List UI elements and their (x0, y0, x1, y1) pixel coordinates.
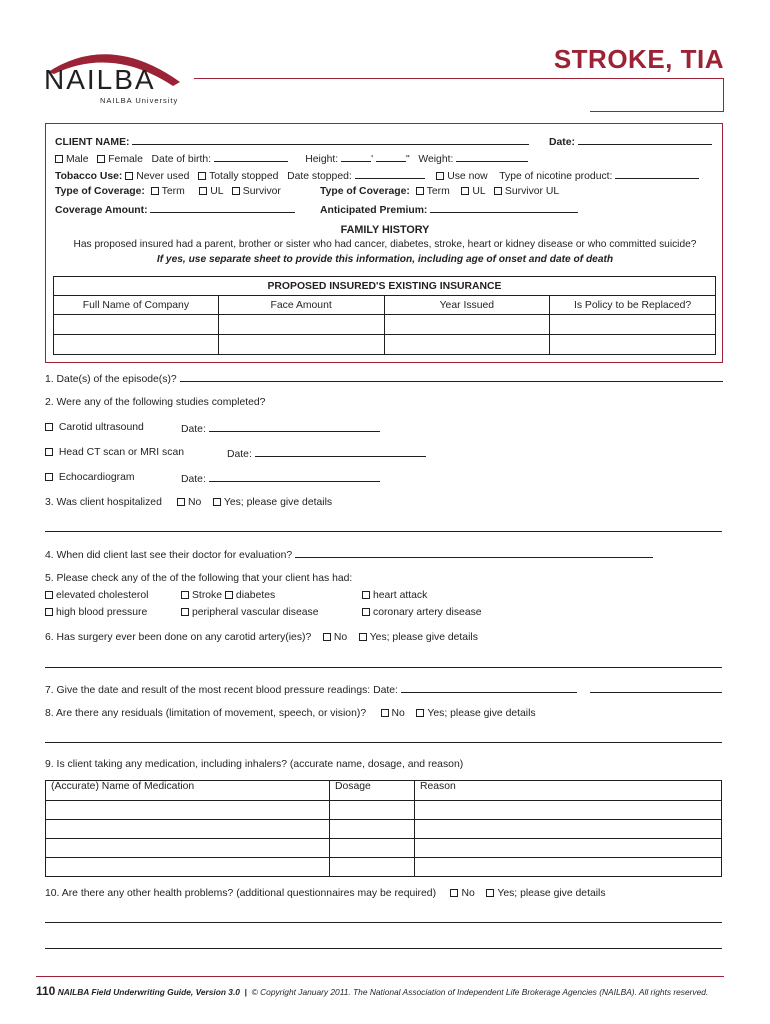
male-label: Male (66, 154, 89, 165)
weight-label: Weight: (418, 154, 454, 165)
height-feet-input[interactable] (341, 152, 371, 162)
question-8 (45, 708, 536, 719)
pvd-row (181, 607, 319, 618)
medication-cell[interactable] (415, 858, 722, 877)
carotid-date-input[interactable] (209, 422, 380, 432)
premium-input[interactable] (430, 203, 578, 213)
echo-checkbox[interactable] (45, 473, 53, 481)
family-history-heading: FAMILY HISTORY (340, 224, 430, 236)
carotid-date-row (181, 422, 380, 435)
q8-yes-checkbox[interactable] (416, 709, 424, 717)
carotid-checkbox[interactable] (45, 423, 53, 431)
coverage-amount-input[interactable] (150, 203, 295, 213)
male-checkbox[interactable] (55, 155, 63, 163)
medication-cell[interactable] (46, 858, 330, 877)
q6-yes-label: Yes; please give details (369, 632, 478, 643)
elevated-cholesterol-checkbox[interactable] (45, 591, 53, 599)
question-3-label: 3. Was client hospitalized (45, 497, 162, 508)
dob-input[interactable] (214, 152, 288, 162)
medication-cell[interactable] (330, 820, 415, 839)
family-history-instruction: If yes, use separate sheet to provide this information, including age of onset and date of death (156, 254, 614, 265)
q8-no-checkbox[interactable] (381, 709, 389, 717)
date-stopped-label: Date stopped: (287, 171, 352, 182)
carotid-row (45, 422, 144, 433)
q10-no-checkbox[interactable] (450, 889, 458, 897)
page-title: STROKE, TIA (553, 44, 724, 74)
female-checkbox[interactable] (97, 155, 105, 163)
footer-guide: NAILBA Field Underwriting Guide, Version 3.0 (57, 987, 240, 997)
insurance-cell[interactable] (218, 335, 384, 355)
stroke-label: Stroke (192, 590, 223, 601)
insurance-cell[interactable] (54, 335, 219, 355)
bp-result-row (590, 683, 722, 696)
insurance-col-company: Full Name of Company (54, 296, 219, 315)
question-4 (45, 548, 653, 561)
term-label: Term (161, 186, 185, 197)
totally-stopped-checkbox[interactable] (198, 172, 206, 180)
table-row (46, 820, 722, 839)
nailba-logo (40, 38, 190, 108)
high-bp-checkbox[interactable] (45, 608, 53, 616)
question-10-answer-line-1[interactable] (45, 922, 722, 923)
title-vertical-rule (723, 78, 724, 112)
q10-no-label: No (461, 888, 475, 899)
cad-checkbox[interactable] (362, 608, 370, 616)
pvd-label: peripheral vascular disease (192, 607, 319, 618)
footer-copyright: © Copyright January 2011. The National Association of Independent Life Brokerage Agencies (NAILBA). All rights reserved. (251, 987, 709, 997)
medication-col-name: (Accurate) Name of Medication (46, 781, 330, 801)
tobacco-row (55, 169, 699, 182)
never-used-label: Never used (136, 171, 190, 182)
cad-label: coronary artery disease (373, 607, 482, 618)
question-3 (45, 497, 162, 508)
height-inches-input[interactable] (376, 152, 406, 162)
coverage-type-label: Type of Coverage: (55, 186, 145, 197)
ul-label: UL (210, 186, 224, 197)
q3-no-label: No (188, 497, 202, 508)
head-ct-date-label: Date: (227, 449, 252, 460)
q3-no-checkbox[interactable] (177, 498, 185, 506)
ul-checkbox-2[interactable] (461, 187, 469, 195)
question-3-options (177, 497, 332, 508)
question-8-label: 8. Are there any residuals (limitation of movement, speech, or vision)? (45, 708, 367, 719)
logo-text: NAILBA (44, 64, 156, 95)
medication-cell[interactable] (415, 839, 722, 858)
echo-date-input[interactable] (209, 472, 380, 482)
question-1 (45, 372, 723, 385)
height-label: Height: (305, 154, 339, 165)
heart-attack-checkbox[interactable] (362, 591, 370, 599)
term-checkbox-2[interactable] (416, 187, 424, 195)
echo-date-row (181, 472, 380, 485)
survivor-checkbox[interactable] (232, 187, 240, 195)
nicotine-label: Type of nicotine product: (499, 171, 613, 182)
question-4-input[interactable] (295, 548, 653, 558)
medication-table (45, 780, 722, 877)
heart-attack-row (362, 590, 427, 601)
coverage-amount-row (55, 203, 295, 216)
table-row (54, 335, 716, 355)
medication-cell[interactable] (330, 839, 415, 858)
coverage-type-row-2 (320, 186, 559, 197)
client-name-input[interactable] (132, 135, 529, 145)
height-feet-mark: ' (371, 154, 374, 165)
q6-no-checkbox[interactable] (323, 633, 331, 641)
nicotine-input[interactable] (615, 169, 699, 179)
coverage-type-row (55, 186, 281, 197)
medication-col-dosage: Dosage (330, 781, 415, 801)
elevated-cholesterol-label: elevated cholesterol (56, 590, 149, 601)
question-1-input[interactable] (180, 372, 723, 382)
client-name-label: CLIENT NAME: (55, 137, 130, 148)
head-ct-row (45, 447, 184, 458)
insurance-col-face-amount: Face Amount (218, 296, 384, 315)
question-7-label: 7. Give the date and result of the most recent blood pressure readings: Date: (45, 685, 398, 696)
high-bp-label: high blood pressure (56, 607, 148, 618)
page-number: 110 (36, 984, 56, 998)
question-8-answer-line[interactable] (45, 742, 722, 743)
echo-row (45, 472, 135, 483)
diabetes-checkbox[interactable] (225, 591, 233, 599)
medication-col-reason: Reason (415, 781, 722, 801)
insurance-cell[interactable] (384, 315, 550, 335)
footer-rule (36, 976, 724, 977)
q8-yes-label: Yes; please give details (427, 708, 536, 719)
q10-yes-label: Yes; please give details (497, 888, 606, 899)
survivor-ul-checkbox[interactable] (494, 187, 502, 195)
question-9-label: 9. Is client taking any medication, including inhalers? (accurate name, dosage, and reason) (45, 759, 464, 770)
existing-insurance-table (53, 276, 716, 355)
carotid-label: Carotid ultrasound (58, 422, 144, 433)
table-row (46, 801, 722, 820)
demographics-row (55, 152, 528, 165)
table-row (46, 839, 722, 858)
title-rule-bottom (590, 111, 724, 112)
q6-yes-checkbox[interactable] (359, 633, 367, 641)
dob-label: Date of birth: (151, 154, 212, 165)
insurance-col-replaced: Is Policy to be Replaced? (550, 296, 716, 315)
head-ct-date-row (227, 447, 426, 460)
never-used-checkbox[interactable] (125, 172, 133, 180)
coverage-amount-label: Coverage Amount: (55, 205, 148, 216)
insurance-cell[interactable] (384, 335, 550, 355)
question-6-answer-line[interactable] (45, 667, 722, 668)
medication-cell[interactable] (46, 839, 330, 858)
height-inches-mark: " (405, 154, 410, 165)
question-5-label: 5. Please check any of the of the following that your client has had: (45, 573, 353, 584)
heart-attack-label: heart attack (373, 590, 428, 601)
stroke-diabetes-row (181, 590, 275, 601)
client-date-label: Date: (549, 137, 575, 148)
question-4-label: 4. When did client last see their doctor for evaluation? (45, 550, 293, 561)
totally-stopped-label: Totally stopped (209, 171, 279, 182)
tobacco-label: Tobacco Use: (55, 171, 123, 182)
pvd-checkbox[interactable] (181, 608, 189, 616)
weight-input[interactable] (456, 152, 528, 162)
premium-row (320, 203, 578, 216)
carotid-date-label: Date: (181, 424, 206, 435)
head-ct-label: Head CT scan or MRI scan (58, 447, 185, 458)
insurance-cell[interactable] (218, 315, 384, 335)
question-6-label: 6. Has surgery ever been done on any carotid artery(ies)? (45, 632, 312, 643)
high-bp-row (45, 607, 147, 618)
q3-yes-checkbox[interactable] (213, 498, 221, 506)
elevated-cholesterol-row (45, 590, 148, 601)
q10-yes-checkbox[interactable] (486, 889, 494, 897)
stroke-checkbox[interactable] (181, 591, 189, 599)
ul-label-2: UL (472, 186, 486, 197)
q3-yes-label: Yes; please give details (223, 497, 333, 508)
term-checkbox[interactable] (151, 187, 159, 195)
q8-no-label: No (391, 708, 405, 719)
bp-result-input[interactable] (590, 683, 722, 693)
footer (36, 984, 708, 998)
question-3-answer-line[interactable] (45, 531, 722, 532)
q6-no-label: No (333, 632, 348, 643)
head-ct-checkbox[interactable] (45, 448, 53, 456)
head-ct-date-input[interactable] (255, 447, 426, 457)
ul-checkbox[interactable] (199, 187, 207, 195)
question-6 (45, 632, 478, 643)
female-label: Female (108, 154, 143, 165)
use-now-checkbox[interactable] (436, 172, 444, 180)
coverage-type-label-2: Type of Coverage: (320, 186, 410, 197)
logo-subtitle: NAILBA University (100, 96, 179, 105)
client-name-row (55, 135, 529, 148)
medication-cell[interactable] (46, 801, 330, 820)
table-row (46, 858, 722, 877)
question-10-answer-line-2[interactable] (45, 948, 722, 949)
medication-cell[interactable] (46, 820, 330, 839)
insurance-cell[interactable] (550, 315, 716, 335)
insurance-table-heading: PROPOSED INSURED'S EXISTING INSURANCE (54, 277, 716, 296)
survivor-ul-label: Survivor UL (504, 186, 560, 197)
use-now-label: Use now (447, 171, 488, 182)
question-1-label: 1. Date(s) of the episode(s)? (45, 374, 177, 385)
medication-cell[interactable] (330, 858, 415, 877)
cad-row (362, 607, 482, 618)
echo-date-label: Date: (181, 474, 206, 485)
echo-label: Echocardiogram (58, 472, 135, 483)
table-row (54, 315, 716, 335)
premium-label: Anticipated Premium: (320, 205, 428, 216)
question-2-label: 2. Were any of the following studies completed? (45, 397, 266, 408)
title-rule (194, 78, 724, 79)
footer-separator: | (244, 987, 247, 997)
client-date-row (549, 135, 712, 148)
survivor-label: Survivor (242, 186, 281, 197)
date-stopped-input[interactable] (355, 169, 425, 179)
medication-cell[interactable] (415, 820, 722, 839)
question-10-label: 10. Are there any other health problems? (additional questionnaires may be required) (45, 888, 437, 899)
question-10 (45, 888, 606, 899)
diabetes-label: diabetes (235, 590, 276, 601)
question-7 (45, 683, 577, 696)
insurance-cell[interactable] (550, 335, 716, 355)
insurance-col-year-issued: Year Issued (384, 296, 550, 315)
insurance-cell[interactable] (54, 315, 219, 335)
bp-date-input[interactable] (401, 683, 577, 693)
medication-cell[interactable] (330, 801, 415, 820)
client-date-input[interactable] (578, 135, 712, 145)
family-history-question: Has proposed insured had a parent, brother or sister who had cancer, diabetes, stroke, heart or kidney disease or who committed suicide? (73, 239, 697, 250)
medication-cell[interactable] (415, 801, 722, 820)
term-label-2: Term (426, 186, 450, 197)
